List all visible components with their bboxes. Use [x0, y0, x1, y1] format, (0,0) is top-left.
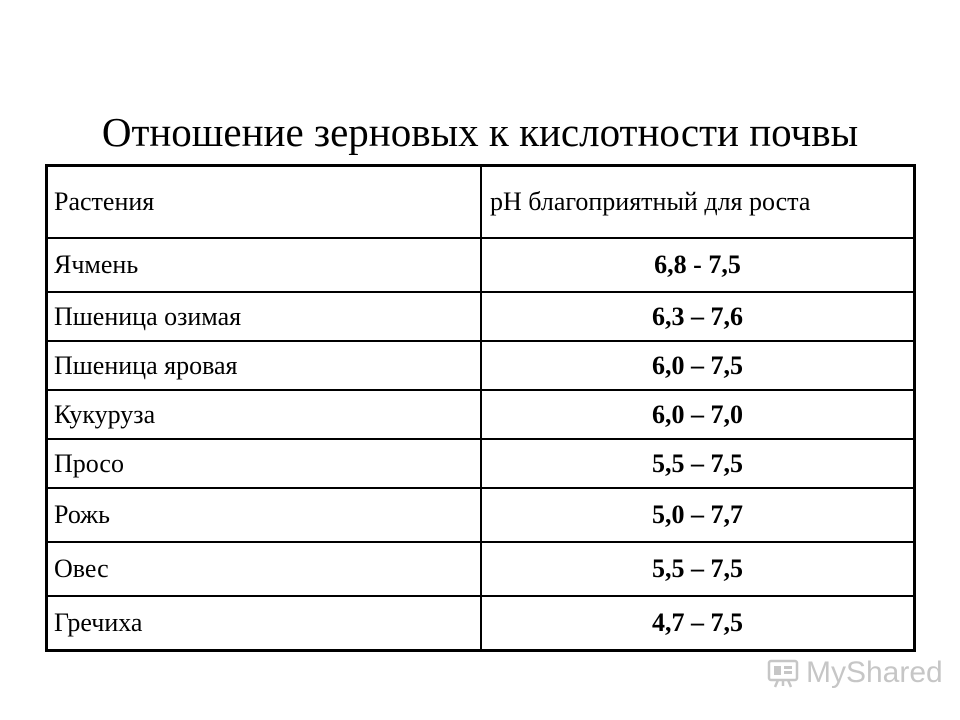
ph-value-cell: 4,7 – 7,5: [481, 596, 913, 649]
ph-value-cell: 6,0 – 7,5: [481, 341, 913, 390]
presentation-icon: [766, 656, 800, 690]
ph-value-cell: 6,0 – 7,0: [481, 390, 913, 439]
table-row: [48, 292, 913, 341]
table-row: [48, 488, 913, 542]
plant-name-cell: Просо: [48, 439, 481, 488]
plant-name-cell: Пшеница яровая: [48, 341, 481, 390]
ph-value-cell: 6,8 - 7,5: [481, 238, 913, 292]
plant-name-cell: Ячмень: [48, 238, 481, 292]
table-header-row: [48, 167, 913, 238]
plant-name-cell: Рожь: [48, 488, 481, 542]
plant-name-cell: Овес: [48, 542, 481, 596]
ph-value-cell: 6,3 – 7,6: [481, 292, 913, 341]
ph-value-cell: 5,5 – 7,5: [481, 542, 913, 596]
plant-name-cell: Гречиха: [48, 596, 481, 649]
table-row: [48, 542, 913, 596]
plant-name-cell: Пшеница озимая: [48, 292, 481, 341]
plant-name-cell: Кукуруза: [48, 390, 481, 439]
ph-value-cell: 5,5 – 7,5: [481, 439, 913, 488]
table-row: [48, 596, 913, 649]
watermark-text: MyShared: [806, 656, 943, 689]
table-row: [48, 238, 913, 292]
table-row: [48, 341, 913, 390]
ph-table: [45, 164, 916, 652]
table-row: [48, 439, 913, 488]
table-row: [48, 390, 913, 439]
header-ph: pH благоприятный для роста: [481, 167, 913, 238]
slide-title: Отношение зерновых к кислотности почвы: [101, 109, 859, 155]
ph-value-cell: 5,0 – 7,7: [481, 488, 913, 542]
myshared-watermark: [766, 655, 943, 691]
header-plants: Растения: [48, 167, 481, 238]
